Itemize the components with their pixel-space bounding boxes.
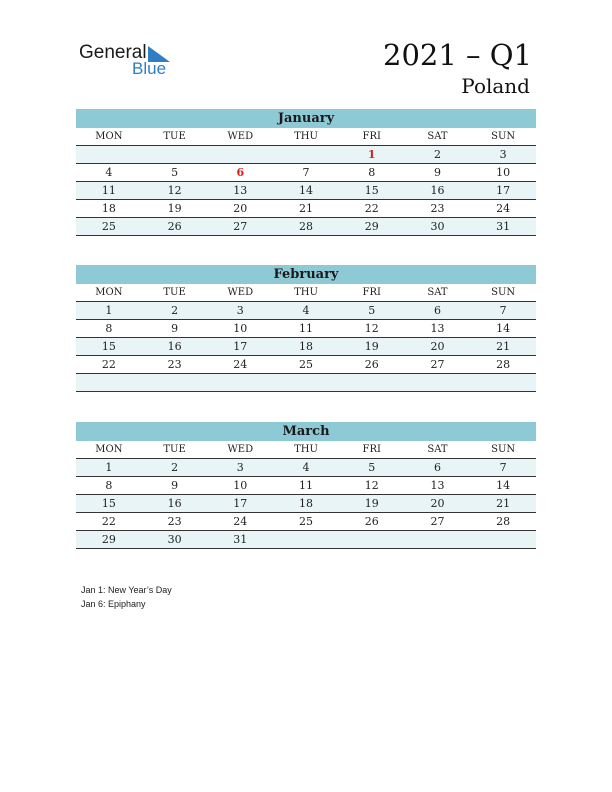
day-cell: 9 xyxy=(171,322,179,335)
weekday-header-row xyxy=(76,441,536,459)
month-march xyxy=(76,422,536,549)
day-cell: 11 xyxy=(299,322,314,335)
country-title: Poland xyxy=(461,74,530,98)
day-cell: 1 xyxy=(105,461,113,474)
day-cell: 21 xyxy=(496,340,511,353)
day-cell: 9 xyxy=(171,479,179,492)
day-cell: 28 xyxy=(496,358,511,371)
weekday-label: THU xyxy=(294,131,318,142)
day-cell xyxy=(142,374,208,391)
weekday-label: THU xyxy=(294,287,318,298)
week-row xyxy=(76,374,536,392)
day-cell: 25 xyxy=(299,358,314,371)
day-cell: 19 xyxy=(364,497,379,510)
day-cell: 23 xyxy=(167,358,182,371)
day-cell: 13 xyxy=(430,479,445,492)
quarter-title: 2021 – Q1 xyxy=(383,38,532,72)
weekday-label: FRI xyxy=(362,444,381,455)
day-cell: 1 xyxy=(367,148,376,161)
day-cell: 2 xyxy=(171,304,179,317)
weekday-label: THU xyxy=(294,444,318,455)
day-cell xyxy=(405,531,471,548)
logo-general-text: General xyxy=(79,42,147,63)
holiday-note: Jan 1: New Year’s Day xyxy=(81,585,172,595)
day-cell: 12 xyxy=(364,322,379,335)
weekday-label: TUE xyxy=(163,131,186,142)
weekday-header-row xyxy=(76,284,536,302)
day-cell: 13 xyxy=(430,322,445,335)
day-cell: 17 xyxy=(496,184,511,197)
day-cell: 22 xyxy=(101,515,116,528)
day-cell xyxy=(339,531,405,548)
month-name: February xyxy=(76,265,536,284)
day-cell: 5 xyxy=(368,461,376,474)
day-cell: 18 xyxy=(299,340,314,353)
week-row xyxy=(76,356,536,374)
day-cell: 15 xyxy=(101,340,116,353)
day-cell: 24 xyxy=(496,202,511,215)
week-row xyxy=(76,531,536,549)
day-cell: 10 xyxy=(233,322,248,335)
day-cell: 16 xyxy=(167,497,182,510)
week-row xyxy=(76,513,536,531)
day-cell: 11 xyxy=(101,184,116,197)
day-cell: 20 xyxy=(430,340,445,353)
month-february xyxy=(76,265,536,392)
weekday-label: WED xyxy=(227,131,254,142)
day-cell: 17 xyxy=(233,340,248,353)
day-cell: 22 xyxy=(364,202,379,215)
day-cell: 20 xyxy=(233,202,248,215)
day-cell: 3 xyxy=(236,304,244,317)
day-cell: 26 xyxy=(364,358,379,371)
day-cell xyxy=(207,146,273,163)
weekday-label: SUN xyxy=(491,444,516,455)
weekday-label: SUN xyxy=(491,287,516,298)
day-cell: 3 xyxy=(236,461,244,474)
week-row xyxy=(76,182,536,200)
day-cell: 14 xyxy=(496,322,511,335)
logo-blue-text: Blue xyxy=(132,59,167,78)
week-row xyxy=(76,146,536,164)
day-cell: 16 xyxy=(167,340,182,353)
logo xyxy=(79,42,189,82)
day-cell: 29 xyxy=(364,220,379,233)
day-cell: 13 xyxy=(233,184,248,197)
day-cell: 29 xyxy=(101,533,116,546)
day-cell: 21 xyxy=(299,202,314,215)
weekday-label: SAT xyxy=(427,287,448,298)
day-cell xyxy=(273,146,339,163)
day-cell: 19 xyxy=(167,202,182,215)
day-cell xyxy=(207,374,273,391)
day-cell: 4 xyxy=(302,461,310,474)
day-cell: 2 xyxy=(171,461,179,474)
day-cell: 15 xyxy=(101,497,116,510)
day-cell: 16 xyxy=(430,184,445,197)
day-cell: 6 xyxy=(433,304,441,317)
day-cell: 31 xyxy=(496,220,511,233)
weekday-label: FRI xyxy=(362,287,381,298)
day-cell: 18 xyxy=(299,497,314,510)
day-cell: 27 xyxy=(233,220,248,233)
weekday-label: WED xyxy=(227,287,254,298)
weekday-label: MON xyxy=(95,287,123,298)
day-cell: 14 xyxy=(496,479,511,492)
day-cell: 2 xyxy=(433,148,441,161)
day-cell: 17 xyxy=(233,497,248,510)
day-cell xyxy=(76,374,142,391)
week-row xyxy=(76,495,536,513)
day-cell: 25 xyxy=(101,220,116,233)
day-cell: 21 xyxy=(496,497,511,510)
day-cell: 28 xyxy=(496,515,511,528)
holiday-notes xyxy=(81,583,172,611)
weekday-label: SUN xyxy=(491,131,516,142)
day-cell: 27 xyxy=(430,515,445,528)
day-cell: 4 xyxy=(302,304,310,317)
day-cell: 9 xyxy=(433,166,441,179)
weekday-label: TUE xyxy=(163,444,186,455)
day-cell: 1 xyxy=(105,304,113,317)
weekday-label: SAT xyxy=(427,444,448,455)
day-cell: 12 xyxy=(167,184,182,197)
day-cell: 19 xyxy=(364,340,379,353)
day-cell: 23 xyxy=(430,202,445,215)
day-cell xyxy=(273,531,339,548)
day-cell: 8 xyxy=(105,479,113,492)
month-name: January xyxy=(76,109,536,128)
day-cell: 6 xyxy=(236,166,245,179)
weekday-label: MON xyxy=(95,131,123,142)
day-cell: 26 xyxy=(364,515,379,528)
weekday-header-row xyxy=(76,128,536,146)
day-cell: 25 xyxy=(299,515,314,528)
month-name: March xyxy=(76,422,536,441)
week-row xyxy=(76,218,536,236)
day-cell: 23 xyxy=(167,515,182,528)
day-cell: 3 xyxy=(499,148,507,161)
day-cell xyxy=(273,374,339,391)
week-row xyxy=(76,302,536,320)
week-row xyxy=(76,320,536,338)
day-cell: 30 xyxy=(430,220,445,233)
day-cell: 18 xyxy=(101,202,116,215)
day-cell: 27 xyxy=(430,358,445,371)
day-cell: 7 xyxy=(499,304,507,317)
day-cell: 22 xyxy=(101,358,116,371)
day-cell: 14 xyxy=(299,184,314,197)
day-cell: 8 xyxy=(105,322,113,335)
day-cell: 30 xyxy=(167,533,182,546)
week-row xyxy=(76,459,536,477)
weekday-label: TUE xyxy=(163,287,186,298)
week-row xyxy=(76,164,536,182)
day-cell: 24 xyxy=(233,358,248,371)
day-cell: 26 xyxy=(167,220,182,233)
day-cell: 4 xyxy=(105,166,113,179)
day-cell: 11 xyxy=(299,479,314,492)
day-cell: 15 xyxy=(364,184,379,197)
day-cell: 6 xyxy=(433,461,441,474)
weekday-label: FRI xyxy=(362,131,381,142)
week-row xyxy=(76,477,536,495)
weekday-label: SAT xyxy=(427,131,448,142)
day-cell xyxy=(405,374,471,391)
day-cell xyxy=(339,374,405,391)
week-row xyxy=(76,338,536,356)
day-cell xyxy=(470,531,536,548)
day-cell: 24 xyxy=(233,515,248,528)
holiday-note: Jan 6: Epiphany xyxy=(81,599,146,609)
day-cell xyxy=(76,146,142,163)
day-cell: 7 xyxy=(499,461,507,474)
day-cell: 8 xyxy=(368,166,376,179)
day-cell xyxy=(470,374,536,391)
weekday-label: WED xyxy=(227,444,254,455)
day-cell: 5 xyxy=(171,166,179,179)
month-january xyxy=(76,109,536,236)
day-cell xyxy=(142,146,208,163)
day-cell: 7 xyxy=(302,166,310,179)
day-cell: 5 xyxy=(368,304,376,317)
day-cell: 12 xyxy=(364,479,379,492)
day-cell: 31 xyxy=(233,533,248,546)
day-cell: 28 xyxy=(299,220,314,233)
weekday-label: MON xyxy=(95,444,123,455)
week-row xyxy=(76,200,536,218)
day-cell: 10 xyxy=(233,479,248,492)
day-cell: 20 xyxy=(430,497,445,510)
day-cell: 10 xyxy=(496,166,511,179)
